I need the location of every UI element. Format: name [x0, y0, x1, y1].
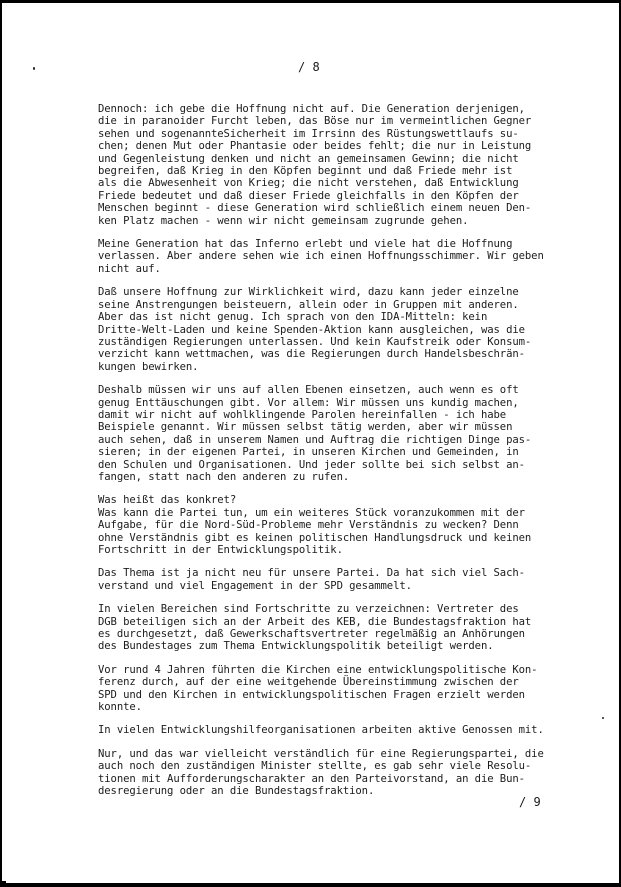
paragraph: Meine Generation hat das Inferno erlebt und viele hat die Hoffnung verlassen. Aber andere sehen wie ich einen Hoffnungsschimmer. Wir geben nicht auf.: [98, 238, 544, 275]
page-number: / 8: [298, 60, 320, 74]
paragraph: Vor rund 4 Jahren führten die Kirchen eine entwicklungspolitische Kon- ferenz durch, auf der eine weitgehende Übereinstimmung zwischen der SPD und den Kirchen in entwicklungspolitischen Fragen erzielt werden konnte.: [98, 663, 538, 714]
paragraph: Was heißt das konkret? Was kann die Partei tun, um ein weiteres Stück voranzukommen mit der Aufgabe, für die Nord-Süd-Probleme mehr Verständnis zu wecken? Denn ohne Verständnis gibt es keinen politischen Handlungsdruck und keinen Fortschritt in der Entwicklungspolitik.: [98, 494, 532, 556]
paragraph: In vielen Entwicklungshilfeorganisationen arbeiten aktive Genossen mit.: [98, 724, 544, 737]
paragraph: Daß unsere Hoffnung zur Wirklichkeit wird, dazu kann jeder einzelne seine Anstrengungen beisteuern, allein oder in Gruppen mit anderen. Aber das ist nicht genug. Ich sprach von den IDA-Mitteln: kein Dritte-Welt-Laden und keine Spenden-Aktion kann ausgleichen, was die zuständigen Regierungen unterlassen. Und kein Kaufstreik oder Konsum- verzicht kann wettmachen, was die Regierungen durch Handelsbeschrän- kungen bewirken.: [98, 286, 532, 373]
paragraph: Nur, und das war vielleicht verständlich für eine Regierungspartei, die auch noch den zuständigen Minister stellte, es gab sehr viele Resolu- tionen mit Aufforderungscharakter an den Parteivorstand, an die Bun- desregierung oder an die Bundestagsfraktion.: [98, 747, 544, 798]
paragraph: Deshalb müssen wir uns auf allen Ebenen einsetzen, auch wenn es oft genug Enttäuschungen gibt. Vor allem: Wir müssen uns kundig machen, damit wir nicht auf wohlklingende Parolen hereinfallen - ich habe Beispiele genannt. Wir müssen selbst tätig werden, aber wir müssen auch sehen, daß in unserem Namen und Auftrag die richtigen Dinge pas- sieren; in der eigenen Partei, in unseren Kirchen und Gemeinden, in den Schulen und Organisationen. Und jeder sollte bei sich selbst an- fangen, statt nach den anderen zu rufen.: [98, 384, 532, 483]
paragraph: Dennoch: ich gebe die Hoffnung nicht auf. Die Generation derjenigen, die in paranoider Furcht leben, das Böse nur im vermeintlichen Gegner sehen und sogenannteSicherheit im Irrsinn des Rüstungswettlaufs su- chen; denen Mut oder Phantasie oder beides fehlt; die nur in Leistung und Gegenleistung denken und nicht an gemeinsamen Gewinn; die nicht begreifen, daß Krieg in den Köpfen beginnt und daß Friede mehr ist als die Abwesenheit von Krieg; die nicht verstehen, daß Entwicklung Friede bedeutet und daß dieser Friede gleichfalls in den Köpfen der Menschen beginnt - diese Generation wird schließlich einem neuen Den- ken Platz machen - wenn wir nicht gemeinsam zugrunde gehen.: [98, 103, 532, 227]
scan-speck: [33, 67, 35, 70]
document-body: [98, 103, 618, 798]
paragraph: Das Thema ist ja nicht neu für unsere Partei. Da hat sich viel Sach- verstand und viel Engagement in der SPD gesammelt.: [98, 567, 525, 592]
paragraph: In vielen Bereichen sind Fortschritte zu verzeichnen: Vertreter des DGB beteiligen sich an der Arbeit des KEB, die Bundestagsfraktion hat es durchgesetzt, daß Gewerkschaftsvertreter regelmäßig an Anhörungen des Bundestages zum Thema Entwicklungspolitik beteiligt werden.: [98, 603, 532, 653]
next-page-marker: / 9: [519, 795, 541, 809]
